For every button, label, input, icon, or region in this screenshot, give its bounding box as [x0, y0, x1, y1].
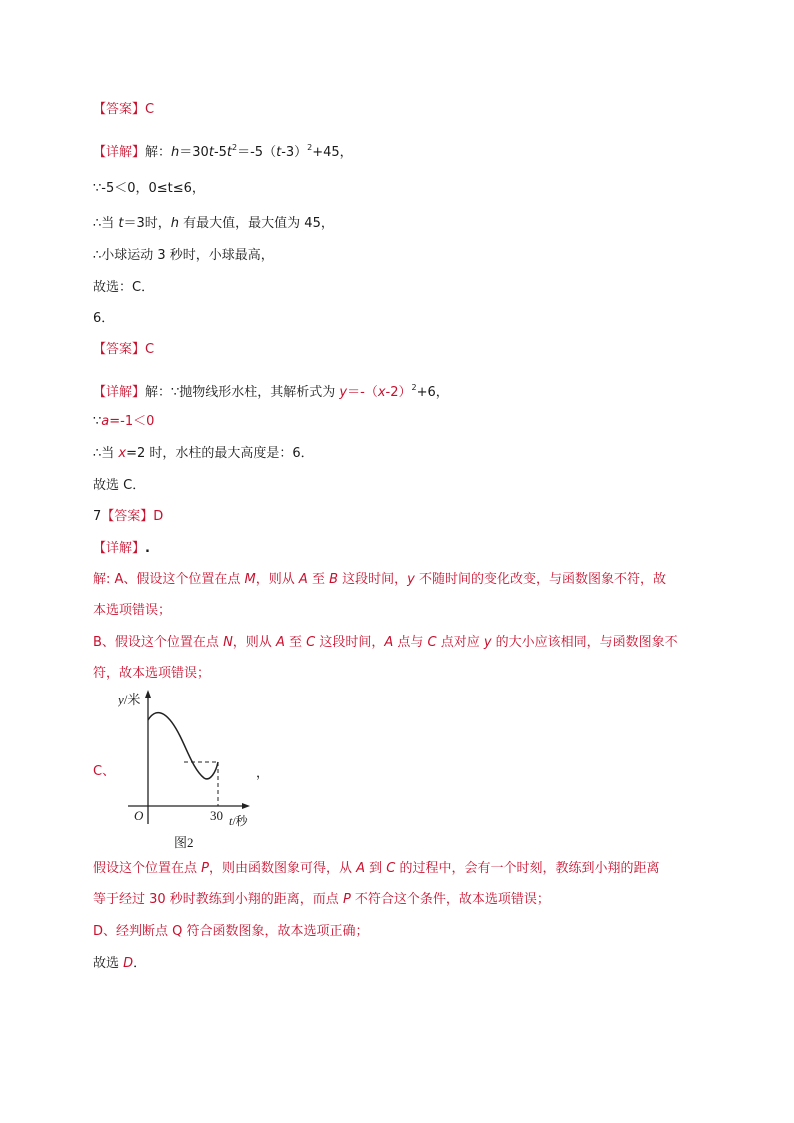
- q7-option-b-line-2: 符，故本选项错误；: [93, 666, 211, 681]
- q6-answer-line: [93, 340, 154, 360]
- y-axis-arrow: [145, 690, 151, 698]
- function-curve: [148, 713, 218, 779]
- q6-line-4: 故选 C．: [93, 478, 146, 493]
- q7-option-c-line-1: 假设这个位置在点 P，则由函数图象可得，从 A 到 C 的过程中，会有一个时刻，教练到小翔的距离: [93, 861, 660, 876]
- q7-option-c-label: C、: [93, 764, 116, 779]
- q6-line-2: ∵a=-1＜0: [93, 414, 155, 429]
- tick-label-30: 30: [210, 808, 223, 823]
- q7-option-b-line-1: B、假设这个位置在点 N，则从 A 至 C 这段时间，A 点与 C 点对应 y 的大小应该相同，与函数图象不: [93, 635, 678, 650]
- detail-label: 【详解】: [93, 385, 146, 400]
- q7-final-line: 故选 D．: [93, 956, 147, 971]
- q7-option-d-line: D、经判断点 Q 符合函数图象，故本选项正确；: [93, 924, 369, 939]
- q7-option-c-line-2: 等于经过 30 秒时教练到小翔的距离，而点 P 不符合这个条件，故本选项错误；: [93, 892, 550, 907]
- q7-option-a-line-2: 本选项错误；: [93, 603, 172, 618]
- q6-number: 6．: [93, 311, 115, 326]
- q5-line-4: ∴小球运动 3 秒时，小球最高，: [93, 248, 274, 263]
- answer-label: 【答案】: [101, 509, 154, 524]
- q7-option-a-line-1: 解: A、假设这个位置在点 M，则从 A 至 B 这段时间，y 不随时间的变化改变，与函数图象不符，故: [93, 572, 666, 587]
- origin-label: O: [134, 808, 144, 823]
- answer-label: 【答案】: [93, 102, 146, 117]
- figure-caption: 图2: [174, 835, 194, 850]
- q5-line-5: 故选：C．: [93, 280, 155, 295]
- q5-answer-line: [93, 100, 154, 120]
- q6-line-3: ∴当 x=2 时，水柱的最大高度是：6．: [93, 446, 314, 461]
- detail-label: 【详解】: [93, 541, 146, 556]
- answer-value: D: [153, 509, 164, 524]
- q7-answer-line: [93, 507, 163, 527]
- q5-line-3: ∴当 t＝3时，h 有最大值，最大值为 45，: [93, 216, 334, 231]
- detail-label: 【详解】: [93, 145, 146, 160]
- answer-label: 【答案】: [93, 342, 146, 357]
- q5-detail-line: 【详解】解：$h=30t-5t^2=-5(t-3)^2+45$，: [93, 143, 353, 160]
- answer-value: C: [145, 102, 155, 117]
- q7-detail-line: 【详解】.: [93, 541, 150, 556]
- option-c-comma: ，: [256, 766, 270, 781]
- y-axis-label: y/米: [118, 692, 141, 707]
- x-axis-arrow: [242, 803, 250, 809]
- answer-value: C: [145, 342, 155, 357]
- function-graph-figure: [118, 686, 252, 850]
- q7-number: 7: [93, 509, 102, 524]
- x-axis-label: t/秒: [229, 814, 248, 828]
- q6-detail-line: 【详解】解：∵抛物线形水柱，其解析式为 $y=-(x-2)^2+6$，: [93, 383, 449, 400]
- q5-line-2: ∵-5＜0，0≤t≤6，: [93, 181, 205, 196]
